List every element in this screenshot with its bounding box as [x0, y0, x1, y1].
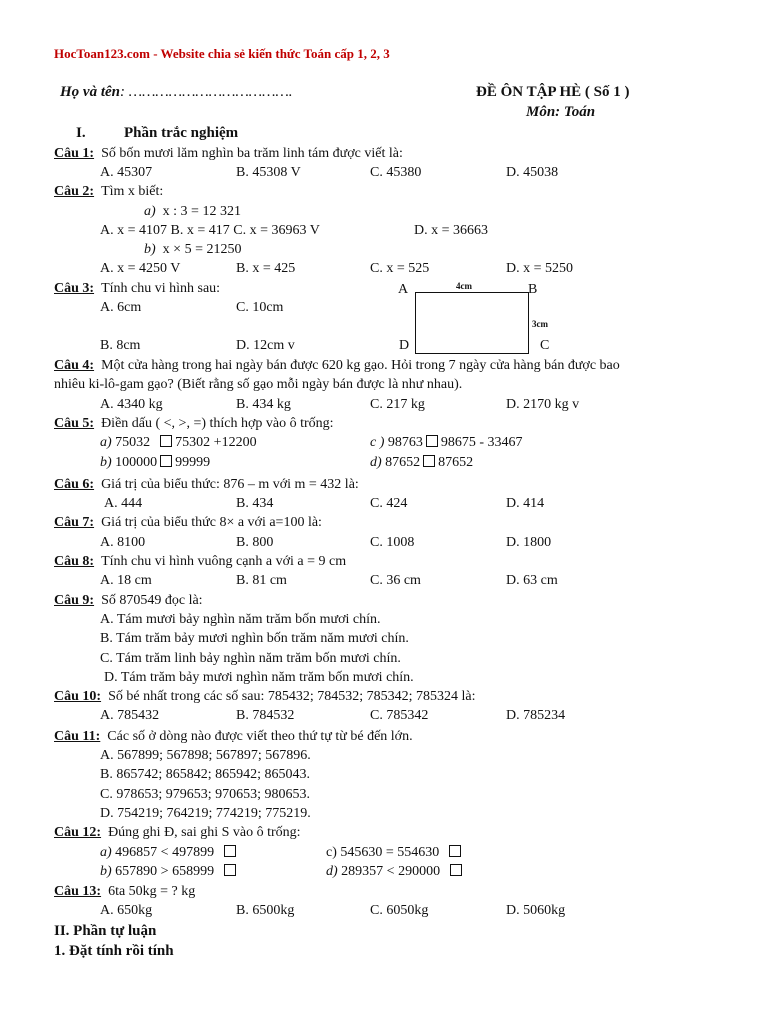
q13-text: 6ta 50kg = ? kg: [108, 884, 196, 899]
answer-box[interactable]: [224, 864, 236, 876]
vertex-c: C: [540, 338, 550, 353]
q9-opt-a: A. Tám mươi bảy nghìn năm trăm bốn mươi chín.: [100, 612, 381, 627]
q3-b: B. 8cm: [100, 338, 141, 353]
q6-a: A. 444: [104, 496, 143, 511]
q10-row: [54, 688, 476, 706]
vertex-a: A: [398, 282, 409, 297]
q1-row: [54, 145, 403, 163]
q10-d: D. 785234: [506, 708, 566, 723]
q8-b: B. 81 cm: [236, 573, 287, 588]
q12-a: [100, 844, 239, 862]
q2b-expr: [144, 241, 241, 259]
q5-a-left: 75032: [115, 435, 151, 450]
part2-subtitle: 1. Đặt tính rồi tính: [54, 943, 174, 959]
q3-c: C. 10cm: [236, 300, 284, 315]
q8-text: Tính chu vi hình vuông cạnh a với a = 9 cm: [101, 554, 347, 569]
q8-d: D. 63 cm: [506, 573, 558, 588]
q9-text: Số 870549 đọc là:: [101, 593, 203, 608]
q3-text: Tính chu vi hình sau:: [101, 281, 221, 296]
q6-b: B. 434: [236, 496, 274, 511]
q9-opt-b: B. Tám trăm bảy mươi nghìn bốn trăm năm mươi chín.: [100, 631, 409, 646]
q11-opt-c: C. 978653; 979653; 970653; 980653.: [100, 787, 311, 802]
answer-box[interactable]: [449, 845, 461, 857]
q5-a-mark: a): [100, 435, 112, 450]
q5-b-mark: b): [100, 455, 112, 470]
q5-a-right: 75302 +12200: [175, 435, 257, 450]
q10-c: C. 785342: [370, 708, 429, 723]
vertex-d: D: [399, 338, 410, 353]
q1-d: D. 45038: [506, 165, 559, 180]
q5-row: [54, 415, 334, 433]
right-side-length: 3cm: [532, 319, 548, 329]
q4-b: B. 434 kg: [236, 397, 291, 412]
q12-label: Câu 12:: [54, 825, 102, 840]
q5-text: Điền dấu ( <, >, =) thích hợp vào ô trống:: [101, 416, 334, 431]
q6-row: [54, 476, 359, 494]
q5-b: [100, 454, 210, 472]
answer-box[interactable]: [450, 864, 462, 876]
q3-row: [54, 280, 220, 298]
exam-title: ĐỀ ÔN TẬP HÈ ( Số 1 ): [476, 84, 630, 100]
q2b-c: C. x = 525: [370, 261, 430, 276]
q5-a: [100, 434, 257, 452]
rectangle-figure: [415, 292, 529, 354]
q11-opt-b: B. 865742; 865842; 865942; 865043.: [100, 767, 311, 782]
q8-label: Câu 8:: [54, 554, 95, 569]
q4-text1: Một cửa hàng trong hai ngày bán được 620 kg gạo. Hỏi trong 7 ngày cửa hàng bán được bao: [101, 358, 620, 373]
q6-text: Giá trị của biểu thức: 876 – m với m = 432 là:: [101, 477, 359, 492]
q11-text: Các số ở dòng nào được viết theo thứ tự từ bé đến lớn.: [107, 729, 413, 744]
q9-opt-c: C. Tám trăm linh bảy nghìn năm trăm bốn mươi chín.: [100, 651, 401, 666]
q3-label: Câu 3:: [54, 281, 95, 296]
q12-row: [54, 824, 301, 842]
q5-c-left: 98763: [387, 435, 423, 450]
answer-box[interactable]: [160, 435, 172, 447]
q6-d: D. 414: [506, 496, 545, 511]
q12-b-text: 657890 > 658999: [115, 864, 215, 879]
q2a-opt-abc: A. x = 4107 B. x = 417 C. x = 36963 V: [100, 223, 320, 238]
q4-d: D. 2170 kg v: [506, 397, 580, 412]
q5-d-left: 87652: [385, 455, 421, 470]
q10-text: Số bé nhất trong các số sau: 785432; 784532; 785342; 785324 là:: [108, 689, 476, 704]
q5-c-mark: c ): [370, 435, 385, 450]
q10-label: Câu 10:: [54, 689, 102, 704]
q2a-mark: a): [144, 204, 156, 219]
q12-a-text: 496857 < 497899: [115, 845, 215, 860]
q2-row: [54, 183, 163, 201]
q8-a: A. 18 cm: [100, 573, 152, 588]
q10-a: A. 785432: [100, 708, 160, 723]
q13-a: A. 650kg: [100, 903, 153, 918]
q2b-b: B. x = 425: [236, 261, 296, 276]
q12-b: [100, 863, 239, 881]
q2b-a: A. x = 4250 V: [100, 261, 181, 276]
q13-b: B. 6500kg: [236, 903, 295, 918]
q12-c: [326, 844, 464, 862]
q11-opt-d: D. 754219; 764219; 774219; 775219.: [100, 806, 311, 821]
q12-c-text: c) 545630 = 554630: [326, 845, 440, 860]
q6-c: C. 424: [370, 496, 408, 511]
q8-c: C. 36 cm: [370, 573, 421, 588]
name-field: : ……………………………….: [120, 84, 293, 100]
q2b-mark: b): [144, 242, 156, 257]
q2b-d: D. x = 5250: [506, 261, 574, 276]
top-side-length: 4cm: [456, 281, 472, 291]
q11-label: Câu 11:: [54, 729, 101, 744]
q9-opt-d: D. Tám trăm bảy mươi nghìn năm trăm bốn mươi chín.: [104, 670, 414, 685]
q3-d: D. 12cm v: [236, 338, 295, 353]
q6-label: Câu 6:: [54, 477, 95, 492]
q1-b: B. 45308 V: [236, 165, 301, 180]
q5-b-left: 100000: [115, 455, 158, 470]
q3-a: A. 6cm: [100, 300, 142, 315]
q1-label: Câu 1:: [54, 146, 95, 161]
q9-row: [54, 592, 203, 610]
q4-c: C. 217 kg: [370, 397, 425, 412]
q2a-expr: [144, 203, 241, 221]
q5-c-right: 98675 - 33467: [440, 435, 523, 450]
q7-a: A. 8100: [100, 535, 146, 550]
q11-row: [54, 728, 413, 746]
vertex-b: B: [528, 282, 538, 297]
q2a-opt-d: D. x = 36663: [414, 223, 489, 238]
q12-b-mark: b): [100, 864, 112, 879]
q7-text: Giá trị của biểu thức 8× a với a=100 là:: [101, 515, 322, 530]
q2b-expr-text: x × 5 = 21250: [162, 242, 242, 257]
q7-c: C. 1008: [370, 535, 415, 550]
q1-text: Số bốn mươi lăm nghìn ba trăm linh tám được viết là:: [101, 146, 403, 161]
q5-b-right: 99999: [175, 455, 211, 470]
q1-c: C. 45380: [370, 165, 422, 180]
part1-num: I.: [76, 125, 86, 141]
name-label-text: Họ và tên: [60, 84, 120, 100]
q12-a-mark: a): [100, 845, 112, 860]
q4-a: A. 4340 kg: [100, 397, 163, 412]
q1-a: A. 45307: [100, 165, 153, 180]
name-label: [60, 83, 293, 101]
part2-title: II. Phần tự luận: [54, 923, 157, 939]
q2a-expr-text: x : 3 = 12 321: [162, 204, 241, 219]
q5-d-right: 87652: [438, 455, 474, 470]
q4-text2: nhiêu ki-lô-gam gạo? (Biết rằng số gạo mỗi ngày bán được là như nhau).: [54, 377, 463, 392]
answer-box[interactable]: [423, 455, 435, 467]
q8-row: [54, 553, 346, 571]
q7-d: D. 1800: [506, 535, 552, 550]
q13-row: [54, 883, 195, 901]
q4-row: [54, 357, 620, 375]
q13-c: C. 6050kg: [370, 903, 429, 918]
answer-box[interactable]: [224, 845, 236, 857]
part1-title: Phần trắc nghiệm: [124, 125, 239, 141]
q12-d-mark: d): [326, 864, 338, 879]
q4-label: Câu 4:: [54, 358, 95, 373]
subject: Môn: Toán: [526, 104, 596, 120]
q10-b: B. 784532: [236, 708, 295, 723]
q2-text: Tìm x biết:: [101, 184, 164, 199]
q5-d: [370, 454, 473, 472]
q7-label: Câu 7:: [54, 515, 95, 530]
answer-box[interactable]: [160, 455, 172, 467]
q7-row: [54, 514, 322, 532]
site-banner: HocToan123.com - Website chia sẻ kiến thức Toán cấp 1, 2, 3: [54, 46, 390, 61]
q13-label: Câu 13:: [54, 884, 102, 899]
q7-b: B. 800: [236, 535, 274, 550]
q5-c: [370, 434, 523, 452]
q11-opt-a: A. 567899; 567898; 567897; 567896.: [100, 748, 311, 763]
q12-d: [326, 863, 465, 881]
q2-label: Câu 2:: [54, 184, 95, 199]
q12-text: Đúng ghi Đ, sai ghi S vào ô trống:: [108, 825, 301, 840]
q5-d-mark: d): [370, 455, 382, 470]
q12-d-text: 289357 < 290000: [341, 864, 441, 879]
q13-d: D. 5060kg: [506, 903, 566, 918]
q9-label: Câu 9:: [54, 593, 95, 608]
q5-label: Câu 5:: [54, 416, 95, 431]
answer-box[interactable]: [426, 435, 438, 447]
